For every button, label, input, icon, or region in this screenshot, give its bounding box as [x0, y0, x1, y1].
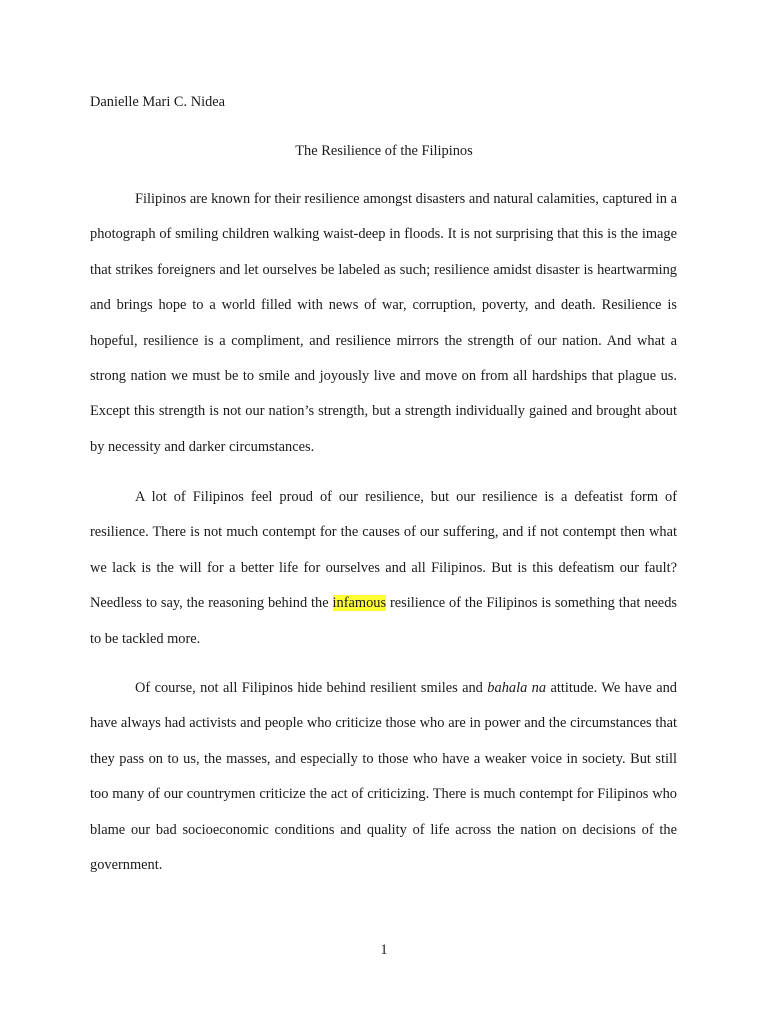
highlighted-word: infamous [332, 595, 387, 612]
paragraph-3-text-after: attitude. We have and have always had activists and people who criticize those who are in power and the circumstances that they pass on to us, the masses, and especially to those who have a weaker voice in society. But still too many of our countrymen criticize the act of criticizing. There is much contempt for Filipinos who blame our bad socioeconomic conditions and quality of life across the nation on decisions of the government. [90, 680, 677, 874]
essay-title: The Resilience of the Filipinos [295, 143, 473, 159]
paragraph-2-text-after: resilience of the Filipinos is something that needs to be tackled more. [90, 595, 677, 647]
page-number: 1 [380, 942, 388, 958]
paragraph-3-text-before: Of course, not all Filipinos hide behind resilient smiles and [135, 680, 488, 696]
paragraph-3 [90, 671, 677, 883]
paragraph-1: Filipinos are known for their resilience amongst disasters and natural calamities, captured in a photograph of smiling children walking waist-deep in floods. It is not surprising that this is the image that strikes foreigners and let ourselves be labeled as such; resilience amidst disaster is heartwarming and brings hope to a world filled with news of war, corruption, poverty, and death. Resilience is hopeful, resilience is a compliment, and resilience mirrors the strength of our nation. And what a strong nation we must be to smile and joyously live and move on from all hardships that plague us. Except this strength is not our nation’s strength, but a strength individually gained and brought about by necessity and darker circumstances. [90, 191, 677, 455]
italic-phrase: bahala na [487, 680, 547, 696]
paragraph-2 [90, 480, 677, 657]
author-name: Danielle Mari C. Nidea [90, 94, 226, 110]
paragraph-2-text-before: A lot of Filipinos feel proud of our resilience, but our resilience is a defeatist form of resilience. There is not much contempt for the causes of our suffering, and if not contempt then what we lack is the will for a better life for ourselves and all Filipinos. But is this defeatism our fault? Needless to say, the reasoning behind the [90, 489, 677, 612]
